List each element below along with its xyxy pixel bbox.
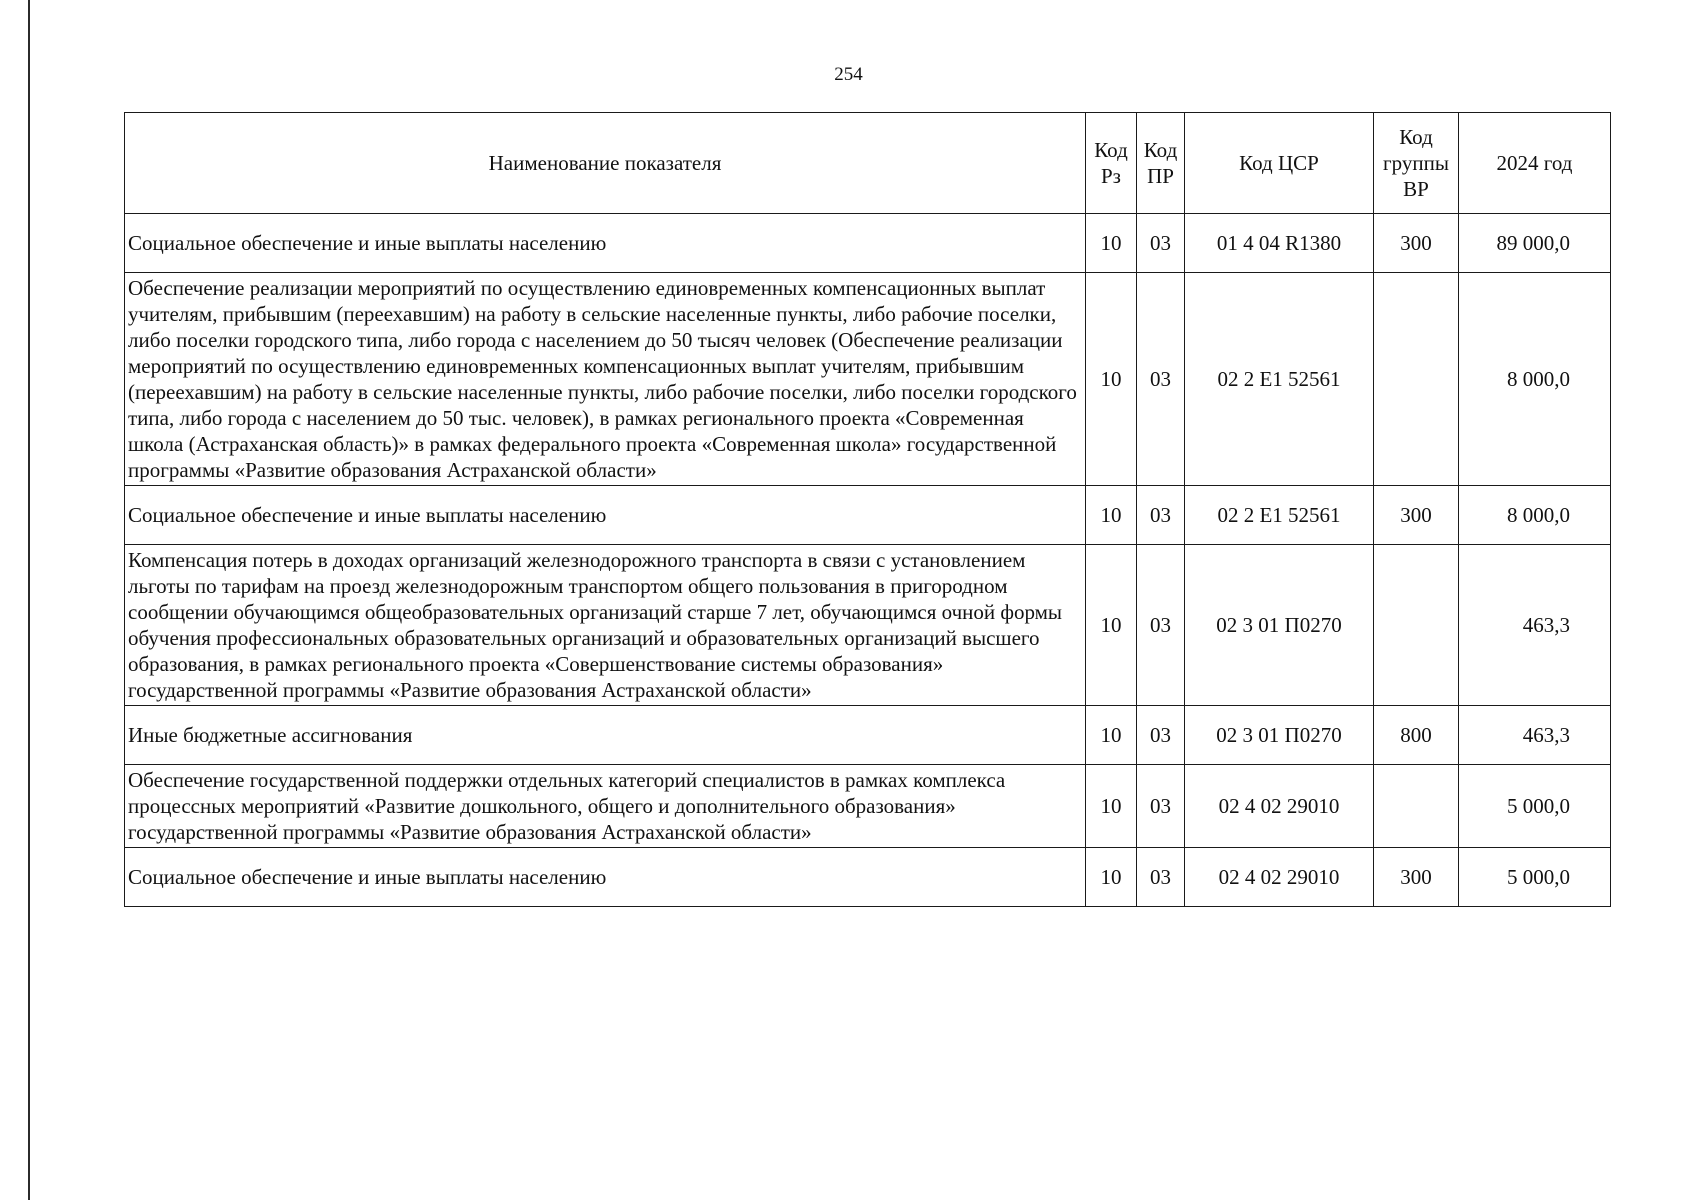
header-row: [125, 113, 1611, 214]
row-code-pr: 03: [1137, 214, 1185, 273]
row-code-vr: 300: [1374, 214, 1459, 273]
row-code-pr: 03: [1137, 765, 1185, 848]
row-name: Иные бюджетные ассигнования: [125, 706, 1086, 765]
row-amount: 463,3: [1459, 545, 1611, 706]
row-code-vr: 300: [1374, 486, 1459, 545]
table-row: [125, 214, 1611, 273]
row-code-rz: 10: [1086, 214, 1137, 273]
table-row: [125, 545, 1611, 706]
header-code-pr: Код ПР: [1137, 113, 1185, 214]
budget-table: [124, 112, 1611, 907]
table-row: [125, 273, 1611, 486]
row-amount: 5 000,0: [1459, 765, 1611, 848]
table-row: [125, 765, 1611, 848]
row-code-rz: 10: [1086, 848, 1137, 907]
row-name: Обеспечение государственной поддержки отдельных категорий специалистов в рамках комплекса процессных мероприятий «Развитие дошкольного, общего и дополнительного образования» государственной программы «Развитие образования Астраханской области»: [125, 765, 1086, 848]
row-code-pr: 03: [1137, 486, 1185, 545]
row-amount: 463,3: [1459, 706, 1611, 765]
row-code-rz: 10: [1086, 765, 1137, 848]
table-row: [125, 486, 1611, 545]
row-code-vr: [1374, 545, 1459, 706]
row-code-pr: 03: [1137, 545, 1185, 706]
row-amount: 8 000,0: [1459, 486, 1611, 545]
row-code-rz: 10: [1086, 706, 1137, 765]
row-code-rz: 10: [1086, 486, 1137, 545]
header-name: Наименование показателя: [125, 113, 1086, 214]
header-year-2024: 2024 год: [1459, 113, 1611, 214]
table-row: [125, 848, 1611, 907]
row-code-pr: 03: [1137, 273, 1185, 486]
row-amount: 8 000,0: [1459, 273, 1611, 486]
row-name: Компенсация потерь в доходах организаций железнодорожного транспорта в связи с установлением льготы по тарифам на проезд железнодорожным транспортом общего пользования в пригородном сообщении обучающимся общеобразовательных организаций старше 7 лет, обучающимся очной формы обучения профессиональных образовательных организаций и образовательных организаций высшего образования, в рамках регионального проекта «Совершенствование системы образования» государственной программы «Развитие образования Астраханской области»: [125, 545, 1086, 706]
row-name: Социальное обеспечение и иные выплаты населению: [125, 486, 1086, 545]
row-code-csr: 02 4 02 29010: [1185, 765, 1374, 848]
row-code-vr: [1374, 765, 1459, 848]
row-name: Обеспечение реализации мероприятий по осуществлению единовременных компенсационных выплат учителям, прибывшим (переехавшим) на работу в сельские населенные пункты, либо рабочие поселки, либо поселки городского типа, либо города с населением до 50 тысяч человек (Обеспечение реализации мероприятий по осуществлению единовременных компенсационных выплат учителям, прибывшим (переехавшим) на работу в сельские населенные пункты, либо рабочие поселки, либо поселки городского типа, либо города с населением до 50 тыс. человек), в рамках регионального проекта «Современная школа (Астраханская область)» в рамках федерального проекта «Современная школа» государственной программы «Развитие образования Астраханской области»: [125, 273, 1086, 486]
row-code-csr: 02 2 Е1 52561: [1185, 273, 1374, 486]
binding-margin-line: [28, 0, 30, 1200]
row-amount: 89 000,0: [1459, 214, 1611, 273]
row-code-csr: 02 4 02 29010: [1185, 848, 1374, 907]
row-code-vr: 800: [1374, 706, 1459, 765]
table-row: [125, 706, 1611, 765]
page-number: 254: [834, 64, 863, 85]
header-code-rz: Код Рз: [1086, 113, 1137, 214]
row-name: Социальное обеспечение и иные выплаты населению: [125, 214, 1086, 273]
row-code-rz: 10: [1086, 545, 1137, 706]
row-code-csr: 02 2 Е1 52561: [1185, 486, 1374, 545]
row-code-csr: 02 3 01 П0270: [1185, 545, 1374, 706]
header-code-vr: Код группы ВР: [1374, 113, 1459, 214]
row-code-pr: 03: [1137, 848, 1185, 907]
row-amount: 5 000,0: [1459, 848, 1611, 907]
row-code-vr: 300: [1374, 848, 1459, 907]
row-code-rz: 10: [1086, 273, 1137, 486]
header-code-csr: Код ЦСР: [1185, 113, 1374, 214]
row-code-csr: 01 4 04 R1380: [1185, 214, 1374, 273]
row-code-pr: 03: [1137, 706, 1185, 765]
row-code-csr: 02 3 01 П0270: [1185, 706, 1374, 765]
row-name: Социальное обеспечение и иные выплаты населению: [125, 848, 1086, 907]
row-code-vr: [1374, 273, 1459, 486]
